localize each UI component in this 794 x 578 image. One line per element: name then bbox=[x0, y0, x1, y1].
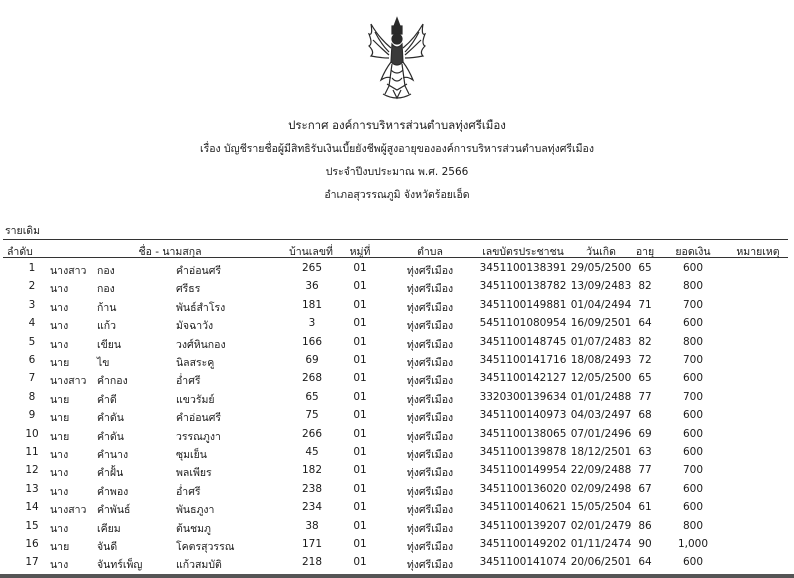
table-row bbox=[0, 408, 794, 426]
row-first-name: เขียน bbox=[97, 338, 122, 351]
row-first-name: ก้าน bbox=[97, 301, 117, 314]
table-row bbox=[0, 335, 794, 353]
row-age: 63 bbox=[638, 446, 652, 458]
row-age: 77 bbox=[638, 464, 652, 477]
table-header-rule bbox=[3, 257, 788, 258]
row-dob: 01/11/2474 bbox=[570, 538, 632, 550]
row-id: 3451100140621 bbox=[479, 501, 567, 514]
header-note: หมายเหตุ bbox=[736, 246, 780, 258]
row-no: 8 bbox=[28, 390, 36, 403]
table-row bbox=[0, 555, 794, 573]
row-no: 4 bbox=[28, 317, 36, 330]
row-last-name: ศรีธร bbox=[176, 283, 201, 296]
row-tambon: ทุ่งศรีเมือง bbox=[406, 283, 454, 296]
row-amount: 600 bbox=[682, 427, 704, 440]
district-province: อำเภอสุวรรณภูมิ จังหวัดร้อยเอ็ด bbox=[324, 189, 470, 201]
row-tambon: ทุ่งศรีเมือง bbox=[406, 430, 454, 443]
row-last-name: พันธ์สำโรง bbox=[176, 301, 226, 314]
row-id: 3451100136020 bbox=[479, 482, 567, 495]
row-house: 166 bbox=[301, 335, 323, 348]
row-id: 3320300139634 bbox=[479, 390, 567, 403]
row-tambon: ทุ่งศรีเมือง bbox=[406, 541, 454, 553]
row-title: นาง bbox=[50, 467, 69, 480]
row-age: 90 bbox=[638, 538, 652, 550]
row-house: 182 bbox=[301, 464, 323, 477]
header-id: เลขบัตรประชาชน bbox=[482, 246, 564, 258]
row-id: 3451100138065 bbox=[479, 427, 567, 440]
row-amount: 600 bbox=[682, 501, 704, 514]
row-moo: 01 bbox=[353, 298, 367, 311]
row-id: 3451100139878 bbox=[479, 446, 567, 458]
row-house: 3 bbox=[308, 317, 316, 330]
row-dob: 01/01/2488 bbox=[570, 390, 632, 403]
row-tambon: ทุ่งศรีเมือง bbox=[406, 265, 454, 277]
row-age: 86 bbox=[638, 519, 652, 532]
row-dob: 02/01/2479 bbox=[570, 519, 632, 532]
page-bottom-edge bbox=[0, 574, 794, 578]
row-title: นาย bbox=[50, 430, 70, 443]
table-row bbox=[0, 500, 794, 518]
row-age: 64 bbox=[638, 317, 652, 330]
row-last-name: วงศ์หินกอง bbox=[176, 338, 226, 351]
table-row bbox=[0, 353, 794, 371]
row-age: 82 bbox=[638, 280, 652, 293]
row-age: 64 bbox=[638, 556, 652, 569]
table-header bbox=[0, 241, 794, 257]
row-id: 3451100138391 bbox=[479, 262, 567, 274]
row-no: 7 bbox=[28, 372, 36, 385]
header-moo: หมู่ที่ bbox=[349, 246, 371, 258]
table-row bbox=[0, 390, 794, 408]
row-title: นาง bbox=[50, 320, 69, 333]
row-moo: 01 bbox=[353, 482, 367, 495]
table-top-rule bbox=[3, 239, 788, 240]
table-row bbox=[0, 261, 794, 279]
row-last-name: มัจฉาวัง bbox=[176, 320, 214, 333]
row-first-name: คำพันธ์ bbox=[97, 504, 131, 517]
row-house: 38 bbox=[305, 519, 319, 532]
row-moo: 01 bbox=[353, 556, 367, 569]
row-moo: 01 bbox=[353, 519, 367, 532]
row-age: 61 bbox=[638, 501, 652, 514]
garuda-emblem-icon bbox=[365, 14, 429, 104]
row-amount: 600 bbox=[682, 556, 704, 569]
table-row bbox=[0, 371, 794, 389]
row-house: 218 bbox=[301, 556, 323, 569]
row-tambon: ทุ่งศรีเมือง bbox=[406, 559, 454, 572]
row-title: นางสาว bbox=[50, 265, 87, 277]
row-title: นางสาว bbox=[50, 375, 87, 388]
row-dob: 16/09/2501 bbox=[570, 317, 632, 330]
row-amount: 600 bbox=[682, 482, 704, 495]
header-house: บ้านเลขที่ bbox=[289, 246, 333, 258]
row-moo: 01 bbox=[353, 335, 367, 348]
row-tambon: ทุ่งศรีเมือง bbox=[406, 357, 454, 369]
row-dob: 01/04/2494 bbox=[570, 298, 632, 311]
row-dob: 12/05/2500 bbox=[570, 372, 632, 385]
header-name: ชื่อ - นามสกุล bbox=[138, 246, 202, 258]
row-no: 2 bbox=[28, 280, 36, 293]
row-last-name: วรรณภูงา bbox=[176, 430, 221, 443]
row-tambon: ทุ่งศรีเมือง bbox=[406, 467, 454, 480]
row-no: 10 bbox=[25, 427, 39, 440]
row-age: 65 bbox=[638, 372, 652, 385]
row-house: 181 bbox=[301, 298, 323, 311]
row-dob: 22/09/2488 bbox=[570, 464, 632, 477]
row-tambon: ทุ่งศรีเมือง bbox=[406, 449, 454, 461]
row-house: 65 bbox=[305, 390, 319, 403]
row-moo: 01 bbox=[353, 446, 367, 458]
row-last-name: พลเพียร bbox=[176, 467, 212, 480]
header-tambon: ตำบล bbox=[417, 246, 443, 258]
header-age: อายุ bbox=[635, 246, 655, 258]
row-id: 3451100149954 bbox=[479, 464, 567, 477]
row-first-name: จันดี bbox=[97, 541, 118, 553]
row-age: 82 bbox=[638, 335, 652, 348]
row-tambon: ทุ่งศรีเมือง bbox=[406, 338, 454, 351]
row-id: 3451100142127 bbox=[479, 372, 567, 385]
row-last-name: โคตรสุวรรณ bbox=[176, 541, 235, 553]
row-moo: 01 bbox=[353, 501, 367, 514]
row-first-name: จันทร์เพ็ญ bbox=[97, 559, 143, 572]
row-no: 17 bbox=[25, 556, 39, 569]
row-house: 238 bbox=[301, 482, 323, 495]
row-no: 3 bbox=[28, 298, 36, 311]
row-dob: 02/09/2498 bbox=[570, 482, 632, 495]
row-amount: 800 bbox=[682, 280, 704, 293]
row-last-name: อ่ำศรี bbox=[176, 375, 201, 388]
row-tambon: ทุ่งศรีเมือง bbox=[406, 504, 454, 517]
row-moo: 01 bbox=[353, 354, 367, 366]
table-row bbox=[0, 316, 794, 334]
row-title: นาง bbox=[50, 522, 69, 535]
row-title: นาง bbox=[50, 301, 69, 314]
row-dob: 15/05/2504 bbox=[570, 501, 632, 514]
row-age: 77 bbox=[638, 390, 652, 403]
row-id: 3451100140973 bbox=[479, 409, 567, 422]
row-last-name: ต้นชมภู bbox=[176, 522, 211, 535]
row-title: นาย bbox=[50, 393, 70, 406]
row-id: 3451100138782 bbox=[479, 280, 567, 293]
row-first-name: คำพอง bbox=[97, 485, 129, 498]
row-title: นางสาว bbox=[50, 504, 87, 517]
table-row bbox=[0, 463, 794, 481]
row-id: 5451101080954 bbox=[479, 317, 567, 330]
row-house: 69 bbox=[305, 354, 319, 366]
row-dob: 07/01/2496 bbox=[570, 427, 632, 440]
row-moo: 01 bbox=[353, 409, 367, 422]
row-dob: 04/03/2497 bbox=[570, 409, 632, 422]
row-first-name: คำดัน bbox=[97, 412, 124, 425]
row-id: 3451100149881 bbox=[479, 298, 567, 311]
row-no: 5 bbox=[28, 335, 36, 348]
row-amount: 700 bbox=[682, 464, 704, 477]
row-title: นาย bbox=[50, 357, 70, 369]
header-amount: ยอดเงิน bbox=[675, 246, 711, 258]
row-no: 12 bbox=[25, 464, 39, 477]
row-id: 3451100139207 bbox=[479, 519, 567, 532]
row-age: 65 bbox=[638, 262, 652, 274]
row-last-name: คำอ่อนศรี bbox=[176, 265, 222, 277]
table-row bbox=[0, 537, 794, 555]
row-amount: 1,000 bbox=[677, 538, 709, 550]
row-tambon: ทุ่งศรีเมือง bbox=[406, 320, 454, 333]
row-house: 171 bbox=[301, 538, 323, 550]
row-moo: 01 bbox=[353, 372, 367, 385]
row-amount: 600 bbox=[682, 446, 704, 458]
row-age: 68 bbox=[638, 409, 652, 422]
row-amount: 600 bbox=[682, 409, 704, 422]
row-no: 1 bbox=[28, 262, 36, 274]
row-tambon: ทุ่งศรีเมือง bbox=[406, 412, 454, 425]
row-moo: 01 bbox=[353, 427, 367, 440]
row-amount: 600 bbox=[682, 262, 704, 274]
row-tambon: ทุ่งศรีเมือง bbox=[406, 301, 454, 314]
row-amount: 800 bbox=[682, 519, 704, 532]
table-row bbox=[0, 427, 794, 445]
row-title: นาง bbox=[50, 485, 69, 498]
row-house: 266 bbox=[301, 427, 323, 440]
row-last-name: อ่ำศรี bbox=[176, 485, 201, 498]
row-first-name: คำกอง bbox=[97, 375, 128, 388]
row-id: 3451100141716 bbox=[479, 354, 567, 366]
row-dob: 13/09/2483 bbox=[570, 280, 632, 293]
row-tambon: ทุ่งศรีเมือง bbox=[406, 522, 454, 535]
row-last-name: พันธภูงา bbox=[176, 504, 215, 517]
row-title: นาง bbox=[50, 283, 69, 296]
fiscal-year: ประจำปีงบประมาณ พ.ศ. 2566 bbox=[325, 166, 469, 178]
row-title: นาย bbox=[50, 541, 70, 553]
row-first-name: คำนาง bbox=[97, 449, 129, 461]
row-first-name: คำฝั้น bbox=[97, 467, 124, 480]
announcement-subject: เรื่อง บัญชีรายชื่อผู้มีสิทธิรับเงินเบี้ยยังชีพผู้สูงอายุขององค์การบริหารส่วนตำบลทุ่งศรีเมือง bbox=[200, 143, 594, 155]
row-amount: 700 bbox=[682, 390, 704, 403]
row-last-name: นิลสระคู bbox=[176, 357, 215, 369]
row-first-name: คำดัน bbox=[97, 430, 124, 443]
table-row bbox=[0, 482, 794, 500]
row-id: 3451100141074 bbox=[479, 556, 567, 569]
row-moo: 01 bbox=[353, 317, 367, 330]
row-age: 67 bbox=[638, 482, 652, 495]
row-no: 13 bbox=[25, 482, 39, 495]
row-title: นาย bbox=[50, 412, 70, 425]
row-age: 71 bbox=[638, 298, 652, 311]
row-dob: 20/06/2501 bbox=[570, 556, 632, 569]
table-row bbox=[0, 279, 794, 297]
row-age: 72 bbox=[638, 354, 652, 366]
row-dob: 18/12/2501 bbox=[570, 446, 632, 458]
row-moo: 01 bbox=[353, 464, 367, 477]
row-first-name: เคียม bbox=[97, 522, 121, 535]
row-first-name: กอง bbox=[97, 283, 115, 296]
row-title: นาง bbox=[50, 338, 69, 351]
header-no: ลำดับ bbox=[7, 246, 33, 258]
announcement-title: ประกาศ องค์การบริหารส่วนตำบลทุ่งศรีเมือง bbox=[288, 118, 506, 132]
row-first-name: กอง bbox=[97, 265, 115, 277]
row-amount: 700 bbox=[682, 298, 704, 311]
row-house: 36 bbox=[305, 280, 319, 293]
row-id: 3451100149202 bbox=[479, 538, 567, 550]
row-no: 11 bbox=[25, 446, 39, 458]
row-first-name: แก้ว bbox=[97, 320, 117, 333]
row-title: นาง bbox=[50, 449, 69, 461]
header-dob: วันเกิด bbox=[586, 246, 616, 258]
row-no: 16 bbox=[25, 538, 39, 550]
row-title: นาง bbox=[50, 559, 69, 572]
row-no: 14 bbox=[25, 501, 39, 514]
row-dob: 18/08/2493 bbox=[570, 354, 632, 366]
row-dob: 29/05/2500 bbox=[570, 262, 632, 274]
row-moo: 01 bbox=[353, 280, 367, 293]
row-house: 45 bbox=[305, 446, 319, 458]
section-label: รายเดิม bbox=[5, 225, 41, 237]
table-row bbox=[0, 298, 794, 316]
table-row bbox=[0, 445, 794, 463]
row-age: 69 bbox=[638, 427, 652, 440]
row-tambon: ทุ่งศรีเมือง bbox=[406, 375, 454, 388]
row-house: 268 bbox=[301, 372, 323, 385]
row-last-name: แก้วสมบัติ bbox=[176, 559, 222, 572]
row-amount: 800 bbox=[682, 335, 704, 348]
row-first-name: คำดี bbox=[97, 393, 117, 406]
row-house: 265 bbox=[301, 262, 323, 274]
row-tambon: ทุ่งศรีเมือง bbox=[406, 485, 454, 498]
row-id: 3451100148745 bbox=[479, 335, 567, 348]
table-row bbox=[0, 519, 794, 537]
row-no: 9 bbox=[28, 409, 36, 422]
row-no: 15 bbox=[25, 519, 39, 532]
row-last-name: คำอ่อนศรี bbox=[176, 412, 222, 425]
row-moo: 01 bbox=[353, 262, 367, 274]
row-dob: 01/07/2483 bbox=[570, 335, 632, 348]
row-last-name: แขวรัมย์ bbox=[176, 393, 215, 406]
row-amount: 700 bbox=[682, 354, 704, 366]
row-tambon: ทุ่งศรีเมือง bbox=[406, 393, 454, 406]
row-no: 6 bbox=[28, 354, 36, 366]
row-amount: 600 bbox=[682, 372, 704, 385]
row-house: 234 bbox=[301, 501, 323, 514]
row-first-name: ไข bbox=[97, 357, 110, 369]
row-moo: 01 bbox=[353, 538, 367, 550]
row-moo: 01 bbox=[353, 390, 367, 403]
row-last-name: ซุมเย็น bbox=[176, 449, 207, 461]
row-amount: 600 bbox=[682, 317, 704, 330]
row-house: 75 bbox=[305, 409, 319, 422]
